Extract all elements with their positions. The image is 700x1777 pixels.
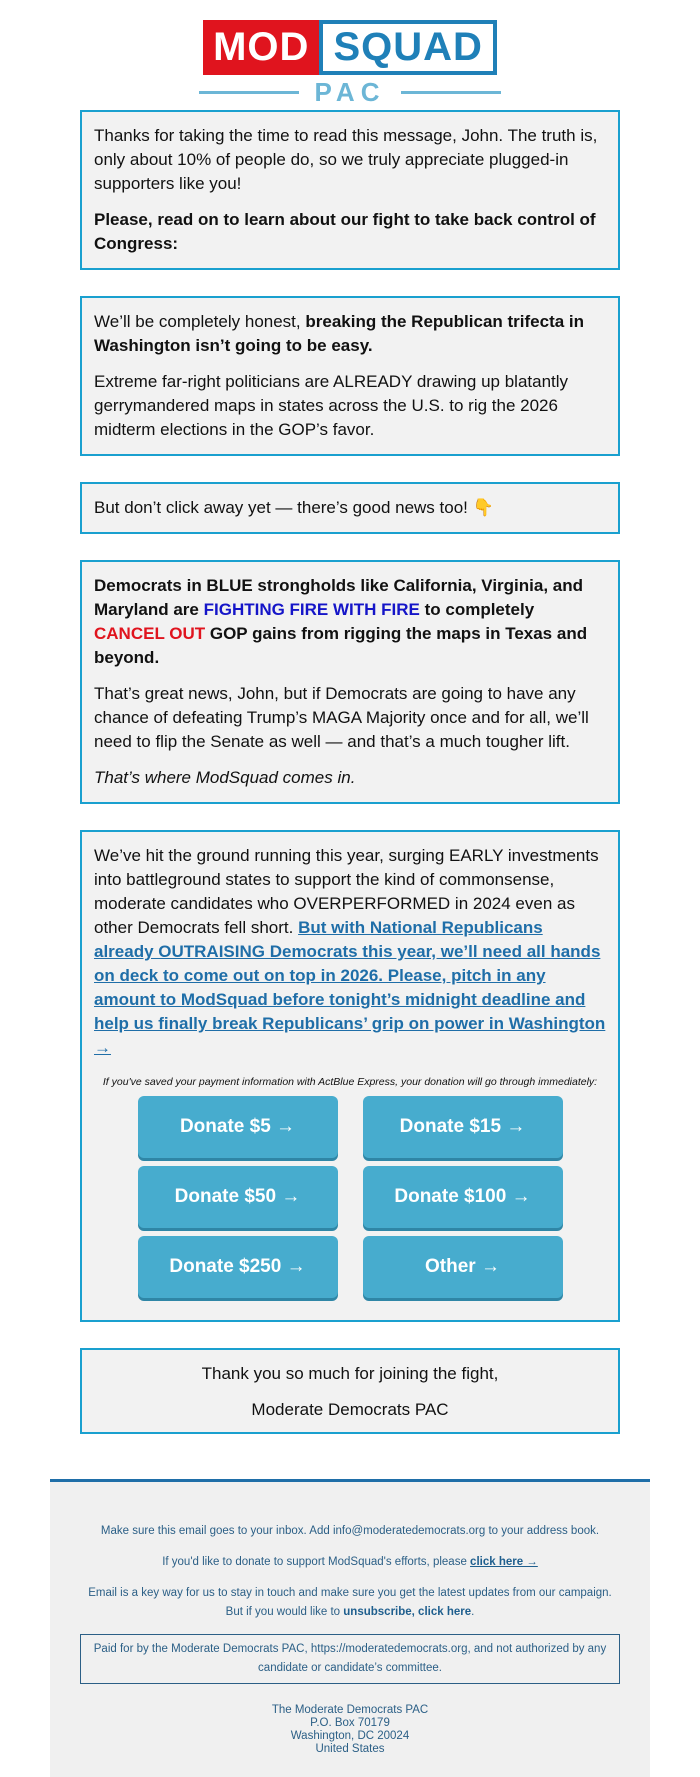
- thank-you-text: Thank you so much for joining the fight,: [201, 1364, 499, 1383]
- logo-pac: PAC: [314, 77, 386, 107]
- actblue-note: If you've saved your payment information with ActBlue Express, your donation will go through immediately:: [102, 1076, 598, 1088]
- good-news-box: [80, 482, 620, 534]
- intro-text: Thanks for taking the time to read this message, John. The truth is, only about 10% of people do, so we truly appreciate plugged-in supporters like you!: [94, 126, 598, 193]
- address-line: The Moderate Democrats PAC: [271, 1704, 429, 1716]
- donate-250-button[interactable]: Donate $250 →: [138, 1236, 338, 1298]
- intro-box: [80, 110, 620, 270]
- address-line: P.O. Box 70179: [310, 1717, 390, 1729]
- cancel-out-text: CANCEL OUT: [94, 624, 206, 643]
- honest-box: [80, 296, 620, 456]
- paid-for-disclaimer: Paid for by the Moderate Democrats PAC, https://moderatedemocrats.org, and not authorized by any candidate or candidate’s committee.: [80, 1634, 620, 1684]
- logo-squad: SQUAD: [319, 20, 496, 75]
- intro-bold: Please, read on to learn about our fight to take back control of Congress:: [94, 210, 596, 253]
- signature: Moderate Democrats PAC: [251, 1400, 449, 1419]
- good-news-text: But don’t click away yet — there’s good news too!: [94, 498, 473, 517]
- honest-bold: breaking the Republican trifecta in Washington isn’t going to be easy.: [94, 312, 585, 355]
- inbox-note: Make sure this email goes to your inbox. Add info@moderatedemocrats.org to your address book.: [100, 1525, 600, 1537]
- donate-box: [80, 830, 620, 1322]
- modsquad-logo: [0, 0, 700, 110]
- footer-donate-link[interactable]: click here →: [470, 1556, 538, 1568]
- unsubscribe-note: Email is a key way for us to stay in touch and make sure you get the latest updates from our campaign. But if you would like to: [88, 1587, 612, 1618]
- democrats-text-2: to completely: [419, 600, 535, 619]
- donate-5-button[interactable]: Donate $5 →: [138, 1096, 338, 1158]
- donate-15-button[interactable]: Donate $15 →: [363, 1096, 563, 1158]
- thank-you-box: [80, 1348, 620, 1434]
- donate-50-button[interactable]: Donate $50 →: [138, 1166, 338, 1228]
- democrats-text: Democrats in BLUE strongholds like California, Virginia, and Maryland are: [94, 576, 583, 619]
- donate-buttons: [94, 1096, 606, 1298]
- donate-100-button[interactable]: Donate $100 →: [363, 1166, 563, 1228]
- gerrymander-text: Extreme far-right politicians are ALREADY drawing up blatantly gerrymandered maps in states across the U.S. to rig the 2026 midterm elections in the GOP’s favor.: [94, 372, 569, 439]
- democrats-text-3: GOP gains from rigging the maps in Texas and beyond.: [94, 624, 588, 667]
- mailing-address: [80, 1704, 620, 1756]
- democrats-box: [80, 560, 620, 804]
- modsquad-comes-in: That’s where ModSquad comes in.: [94, 768, 356, 787]
- logo-mod: MOD: [203, 20, 319, 75]
- address-line: United States: [315, 1743, 385, 1755]
- fire-text: FIGHTING FIRE WITH FIRE: [203, 600, 420, 619]
- senate-text: That’s great news, John, but if Democrats are going to have any chance of defeating Trump’s MAGA Majority once and for all, we’ll need to flip the Senate as well — and that’s a much tougher lift.: [94, 684, 589, 751]
- ground-running-text: We’ve hit the ground running this year, surging EARLY investments into battleground states to support the kind of commonsense, moderate candidates who OVERPERFORMED in 2024 even as other Democrats fell short.: [94, 846, 599, 937]
- donate-other-button[interactable]: Other →: [363, 1236, 563, 1298]
- address-line: Washington, DC 20024: [290, 1730, 410, 1742]
- unsubscribe-period: .: [471, 1606, 475, 1618]
- honest-lead: We’ll be completely honest,: [94, 312, 306, 331]
- pointing-down-icon: 👇: [472, 498, 494, 517]
- footer: [50, 1479, 650, 1777]
- donate-link[interactable]: But with National Republicans already OUTRAISING Democrats this year, we’ll need all hands on deck to come out on top in 2026. Please, pitch in any amount to ModSquad before tonight’s midnight deadline and help us finally break Republicans’ grip on power in Washington →: [94, 918, 606, 1057]
- donate-note: If you'd like to donate to support ModSquad's efforts, please: [162, 1556, 471, 1568]
- unsubscribe-link[interactable]: unsubscribe, click here: [343, 1606, 472, 1618]
